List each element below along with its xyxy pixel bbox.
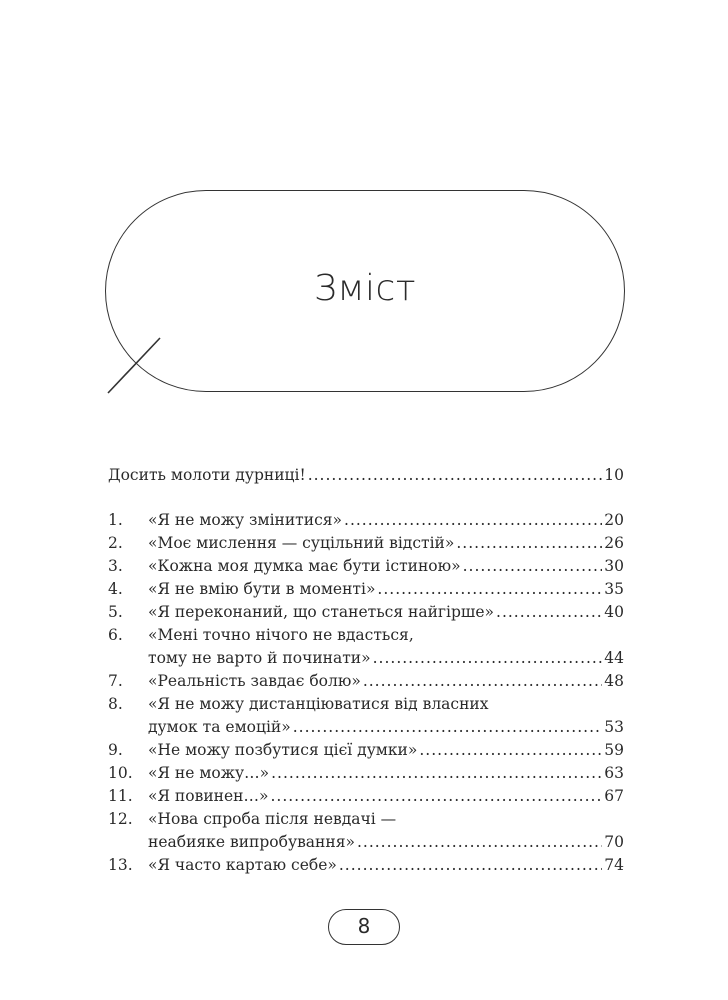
toc-entry[interactable] [108,693,624,739]
toc-entry[interactable] [108,785,624,808]
toc-entry[interactable] [108,509,624,532]
toc-line [108,555,624,578]
toc-entry-page: 20 [604,511,624,529]
toc-entry-number: 2. [108,534,123,552]
toc-entry-number: 1. [108,511,123,529]
toc-entry-title: неабияке випробування» [148,833,355,851]
toc-entry-page: 44 [604,649,624,667]
toc-entry-page: 30 [604,557,624,575]
dot-leader [373,647,603,670]
toc-entry[interactable] [108,578,624,601]
toc-entry-page: 48 [604,672,624,690]
toc-entry-number: 7. [108,672,123,690]
dot-leader [419,739,602,762]
toc-entry-page: 40 [604,603,624,621]
toc-entry-page: 63 [604,764,624,782]
toc-entry[interactable] [108,624,624,670]
decorative-slash-icon [100,330,170,400]
toc-entry-number: 5. [108,603,123,621]
toc-entry-title: думок та емоцій» [148,718,291,736]
toc-entry[interactable] [108,808,624,854]
toc-line [108,785,624,808]
toc-entry-title: «Я не можу…» [148,764,270,782]
toc-entry-title: «Я не можу змінитися» [148,511,343,529]
toc-line [108,578,624,601]
toc-entry-title: тому не варто й починати» [148,649,371,667]
dot-leader [456,532,602,555]
dot-leader [339,854,602,877]
toc-line [108,532,624,555]
toc-entry-number: 10. [108,764,133,782]
toc-entry-title: «Мені точно нічого не вдасться, [148,626,414,644]
toc-entry-page: 35 [604,580,624,598]
toc-line [108,739,624,762]
toc-entry[interactable] [108,670,624,693]
dot-leader [271,762,602,785]
toc-entry-number: 12. [108,810,133,828]
toc-entry[interactable] [108,532,624,555]
toc-entry-front[interactable] [108,464,624,487]
toc-entry-page: 26 [604,534,624,552]
toc-line [108,647,624,670]
toc-entry-number: 3. [108,557,123,575]
toc-entry-title: «Я часто картаю себе» [148,856,337,874]
dot-leader [344,509,602,532]
toc-entry-title: «Я не можу дистанціюватися від власних [148,695,489,713]
toc-entry-title: Досить молоти дурниці! [108,466,306,484]
toc-entry-page: 70 [604,833,624,851]
toc-entry-page: 53 [604,718,624,736]
toc-entry-page: 74 [604,856,624,874]
toc-entry-title: «Моє мислення — суцільний відстій» [148,534,455,552]
toc-line [108,762,624,785]
dot-leader [270,785,602,808]
toc-entry[interactable] [108,854,624,877]
toc-entry-title: «Реальність завдає болю» [148,672,361,690]
toc-entry[interactable] [108,601,624,624]
toc-entry-number: 8. [108,695,123,713]
table-of-contents [108,464,624,877]
dot-leader [377,578,602,601]
toc-entry-number: 13. [108,856,133,874]
toc-entry[interactable] [108,555,624,578]
toc-line [108,716,624,739]
toc-entry-title: «Я повинен…» [148,787,269,805]
toc-entry-page: 67 [604,787,624,805]
dot-leader [293,716,603,739]
page-number: 8 [328,909,400,945]
dot-leader [496,601,602,624]
toc-entry-title: «Я не вмію бути в моменті» [148,580,376,598]
toc-entry-title: «Я переконаний, що станеться найгірше» [148,603,495,621]
toc-entry[interactable] [108,762,624,785]
toc-entry-title: «Нова спроба після невдачі — [148,810,397,828]
toc-line [108,808,624,831]
dot-leader [357,831,602,854]
toc-entry-number: 6. [108,626,123,644]
toc-line [108,693,624,716]
dot-leader [308,464,603,487]
toc-line [108,670,624,693]
toc-entry-page: 10 [604,466,624,484]
toc-entry-number: 4. [108,580,123,598]
page-title: Зміст [313,268,417,309]
toc-line [108,509,624,532]
toc-entry-title: «Не можу позбутися цієї думки» [148,741,418,759]
toc-entry-number: 9. [108,741,123,759]
toc-line [108,831,624,854]
toc-entry-page: 59 [604,741,624,759]
dot-leader [363,670,602,693]
toc-line [108,854,624,877]
toc-entry-title: «Кожна моя думка має бути істиною» [148,557,461,575]
toc-line [108,601,624,624]
toc-line [108,624,624,647]
dot-leader [463,555,603,578]
toc-entry[interactable] [108,739,624,762]
toc-entry-number: 11. [108,787,133,805]
